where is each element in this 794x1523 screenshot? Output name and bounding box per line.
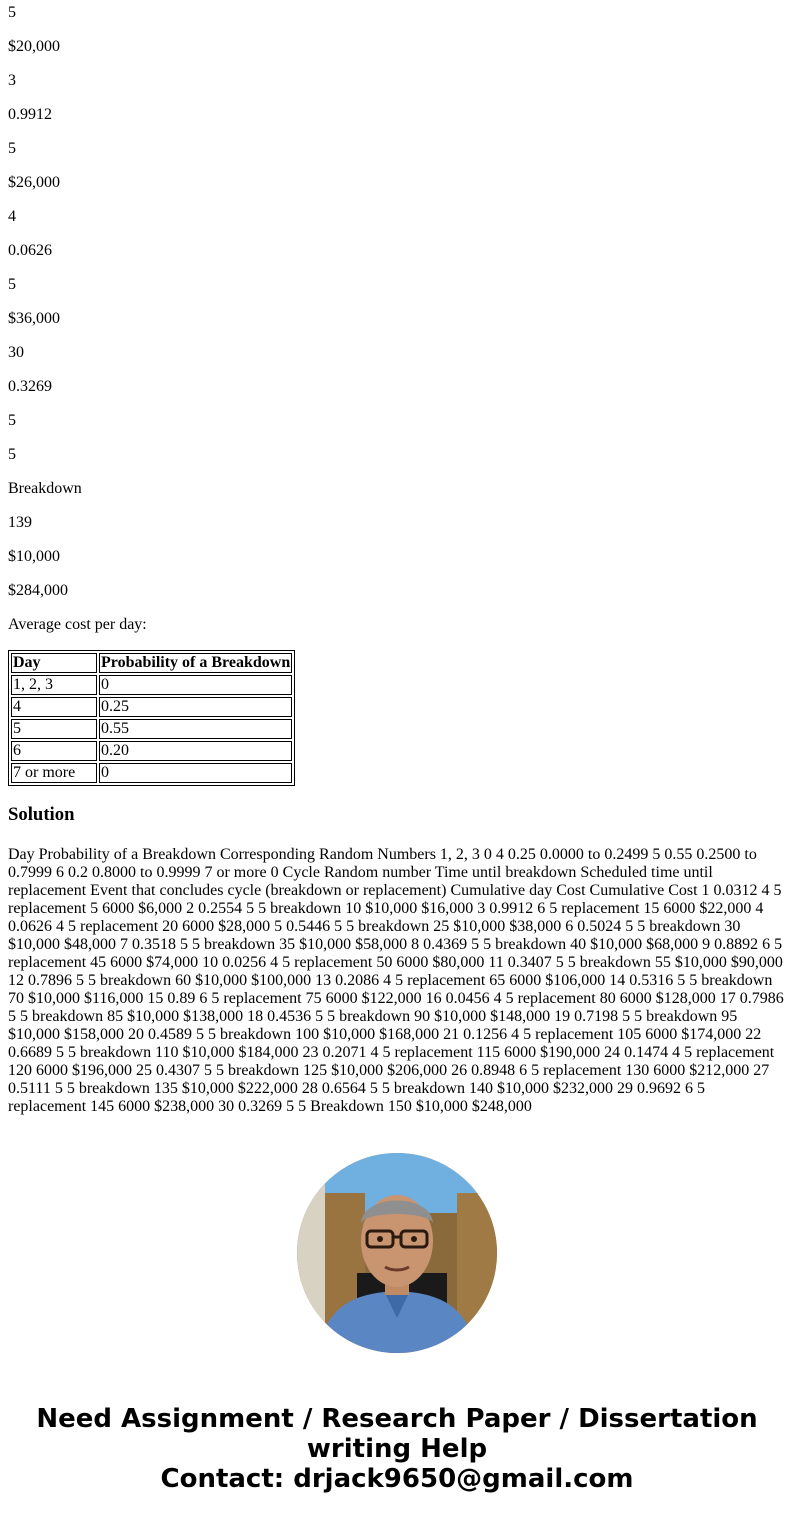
table-cell-day: 1, 2, 3 bbox=[11, 675, 97, 695]
contact-email: Contact: drjack9650@gmail.com bbox=[160, 1464, 634, 1494]
table-cell-probability: 0.25 bbox=[99, 697, 292, 717]
value-item: 5 bbox=[8, 4, 16, 21]
value-item: 139 bbox=[8, 514, 32, 531]
table-row bbox=[11, 719, 292, 739]
author-avatar bbox=[297, 1153, 497, 1353]
column-header-probability: Probability of a Breakdown bbox=[101, 654, 291, 671]
table-row bbox=[11, 741, 292, 761]
author-portrait-image bbox=[297, 1153, 497, 1353]
assignment-help-banner bbox=[0, 1404, 794, 1494]
table-cell-probability: 0 bbox=[99, 763, 292, 783]
table-row bbox=[11, 697, 292, 717]
average-cost-label: Average cost per day: bbox=[8, 616, 147, 633]
table-cell-day: 7 or more bbox=[11, 763, 97, 783]
table-cell-day: 6 bbox=[11, 741, 97, 761]
value-item: $10,000 bbox=[8, 548, 60, 565]
value-item: 4 bbox=[8, 208, 16, 225]
value-item: 0.0626 bbox=[8, 242, 52, 259]
value-item: 0.9912 bbox=[8, 106, 52, 123]
value-item: 3 bbox=[8, 72, 16, 89]
solution-heading: Solution bbox=[8, 804, 75, 825]
value-item: $26,000 bbox=[8, 174, 60, 191]
value-list bbox=[8, 5, 788, 617]
table-cell-probability: 0.55 bbox=[99, 719, 292, 739]
table-cell-day: 4 bbox=[11, 697, 97, 717]
solution-text: Day Probability of a Breakdown Corresponding Random Numbers 1, 2, 3 0 4 0.25 0.0000 to 0.2499 5 0.55 0.2500 to 0.7999 6 0.2 0.8000 to 0.9999 7 or more 0 Cycle Random number Time until breakdown Scheduled time until replacement Event that concludes cycle (breakdown or replacement) Cumulative day Cost Cumulative Cost 1 0.0312 4 5 replacement 5 6000 $6,000 2 0.2554 5 5 breakdown 10 $10,000 $16,000 3 0.9912 6 5 replacement 15 6000 $22,000 4 0.0626 4 5 replacement 20 6000 $28,000 5 0.5446 5 5 breakdown 25 $10,000 $38,000 6 0.5024 5 5 breakdown 30 $10,000 $48,000 7 0.3518 5 5 breakdown 35 $10,000 $58,000 8 0.4369 5 5 breakdown 40 $10,000 $68,000 9 0.8892 6 5 replacement 45 6000 $74,000 10 0.0256 4 5 replacement 50 6000 $80,000 11 0.3407 5 5 breakdown 55 $10,000 $90,000 12 0.7896 5 5 breakdown 60 $10,000 $100,000 13 0.2086 4 5 replacement 65 6000 $106,000 14 0.5316 5 5 breakdown 70 $10,000 $116,000 15 0.89 6 5 replacement 75 6000 $122,000 16 0.0456 4 5 replacement 80 6000 $128,000 17 0.7986 5 5 breakdown 85 $10,000 $138,000 18 0.4536 5 5 breakdown 90 $10,000 $148,000 19 0.7198 5 5 breakdown 95 $10,000 $158,000 20 0.4589 5 5 breakdown 100 $10,000 $168,000 21 0.1256 4 5 replacement 105 6000 $174,000 22 0.6689 5 5 breakdown 110 $10,000 $184,000 23 0.2071 4 5 replacement 115 6000 $190,000 24 0.1474 4 5 replacement 120 6000 $196,000 25 0.4307 5 5 breakdown 125 $10,000 $206,000 26 0.8948 6 5 replacement 130 6000 $212,000 27 0.5111 5 5 breakdown 135 $10,000 $222,000 28 0.6564 5 5 breakdown 140 $10,000 $232,000 29 0.9692 6 5 replacement 145 6000 $238,000 30 0.3269 5 5 Breakdown 150 $10,000 $248,000 bbox=[8, 846, 784, 1115]
table-cell-probability: 0.20 bbox=[99, 741, 292, 761]
table-row bbox=[11, 675, 292, 695]
table-header-row bbox=[11, 653, 292, 673]
value-item: $20,000 bbox=[8, 38, 60, 55]
banner-line: Need Assignment / Research Paper / Dissertation bbox=[36, 1404, 758, 1434]
value-item: 0.3269 bbox=[8, 378, 52, 395]
banner-line: writing Help bbox=[306, 1434, 488, 1464]
value-item: 30 bbox=[8, 344, 24, 361]
value-item: Breakdown bbox=[8, 480, 82, 497]
column-header-day: Day bbox=[11, 653, 97, 673]
value-item: 5 bbox=[8, 276, 16, 293]
table-cell-day: 5 bbox=[11, 719, 97, 739]
value-item: 5 bbox=[8, 446, 16, 463]
table-cell-probability: 0 bbox=[99, 675, 292, 695]
value-item: $36,000 bbox=[8, 310, 60, 327]
table-row bbox=[11, 763, 292, 783]
value-item: 5 bbox=[8, 412, 16, 429]
value-item: 5 bbox=[8, 140, 16, 157]
value-item: $284,000 bbox=[8, 582, 68, 599]
breakdown-probability-table bbox=[8, 650, 295, 786]
